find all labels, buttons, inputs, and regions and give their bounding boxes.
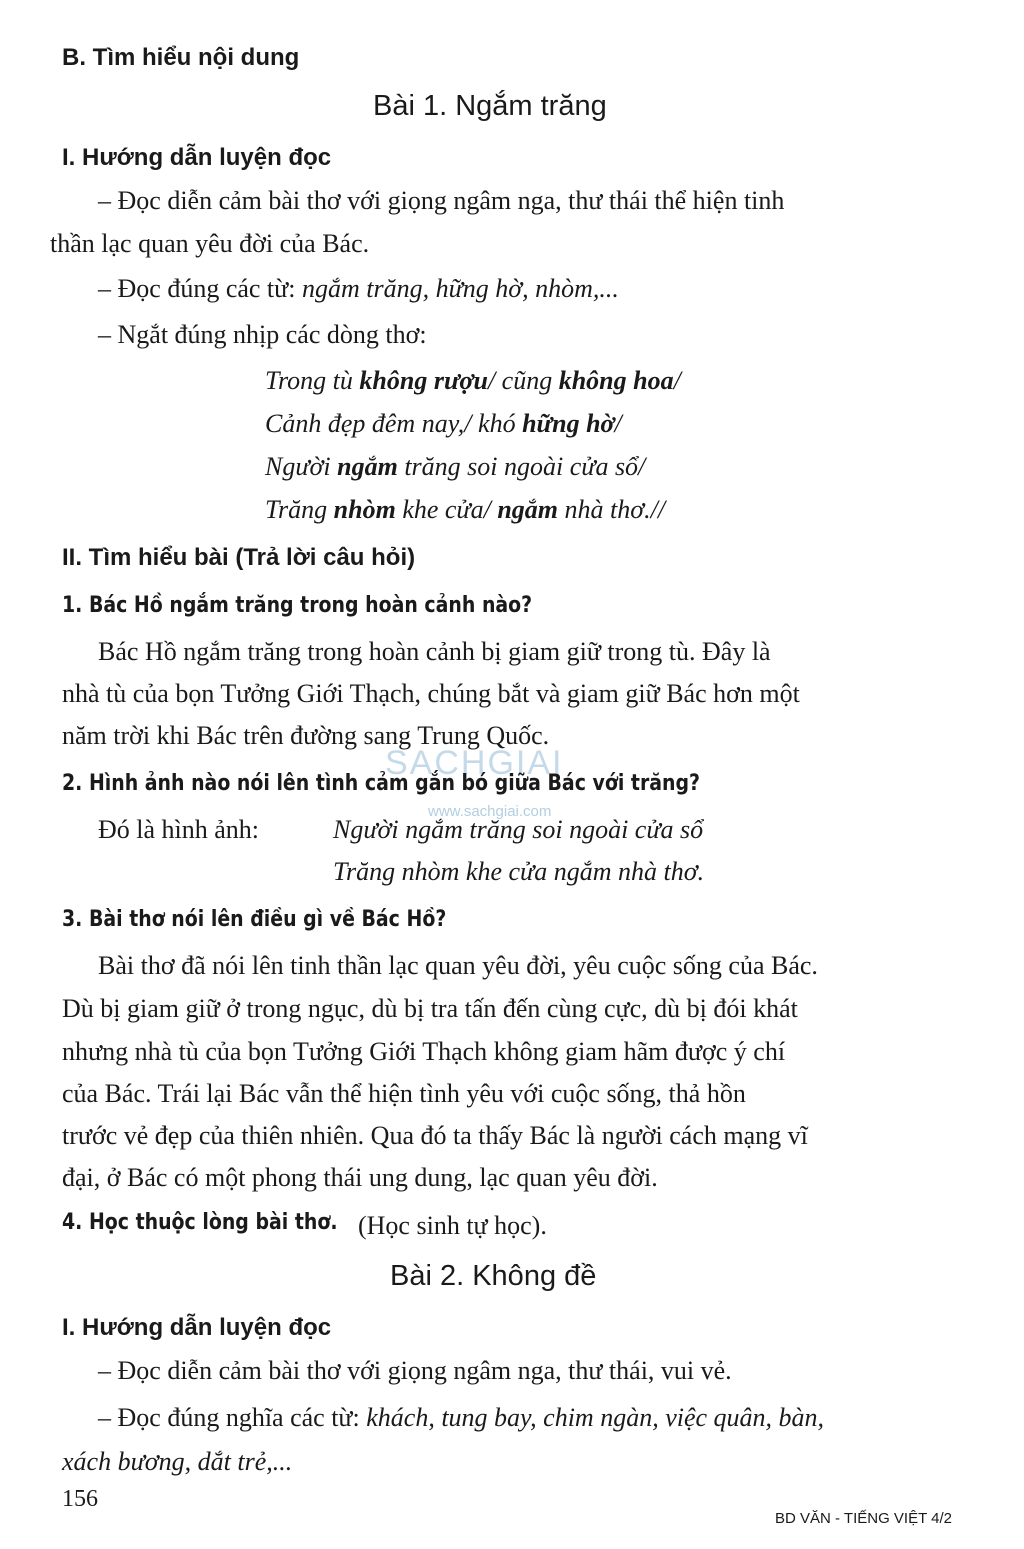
- poem-text: nhà thơ.//: [558, 495, 666, 524]
- answer-3-line: nhưng nhà tù của bọn Tưởng Giới Thạch không giam hãm được ý chí: [62, 1037, 786, 1066]
- poem-line-1: [265, 366, 681, 396]
- answer-1-line: Bác Hồ ngắm trăng trong hoàn cảnh bị giam giữ trong tù. Đây là: [98, 637, 771, 666]
- answer-1-line: năm trời khi Bác trên đường sang Trung Quốc.: [62, 721, 550, 750]
- poem-text: / cũng: [487, 366, 559, 395]
- question-2: 2. Hình ảnh nào nói lên tình cảm gắn bó giữa Bác với trăng?: [62, 771, 701, 796]
- poem-text: Trong tù: [265, 366, 360, 395]
- poem-text: /: [673, 366, 681, 395]
- poem-text: Cảnh đẹp đêm nay,/ khó: [265, 409, 523, 438]
- lesson2-part1-heading: I. Hướng dẫn luyện đọc: [62, 1314, 332, 1341]
- words-prefix: – Đọc đúng nghĩa các từ:: [98, 1403, 367, 1432]
- poem-line-4: [265, 495, 665, 525]
- lesson1-title: Bài 1. Ngắm trăng: [373, 90, 607, 122]
- question-4: [62, 1210, 382, 1235]
- lesson2-title: Bài 2. Không đề: [390, 1260, 597, 1292]
- book-code: BD VĂN - TIẾNG VIỆT 4/2: [775, 1510, 952, 1527]
- poem-emphasis: ngắm: [497, 495, 559, 524]
- poem-line-3: [265, 452, 645, 482]
- poem-emphasis: nhòm: [333, 495, 396, 524]
- lesson1-rhythm-line: – Ngắt đúng nhịp các dòng thơ:: [98, 320, 427, 349]
- lesson2-instruction-line: – Đọc diễn cảm bài thơ với giọng ngâm nga, thư thái, vui vẻ.: [98, 1356, 732, 1385]
- section-heading: B. Tìm hiểu nội dung: [62, 44, 300, 71]
- watermark-logo: SACHGIAI: [385, 744, 564, 782]
- poem-text: Trăng: [265, 495, 334, 524]
- watermark-url: www.sachgiai.com: [428, 803, 552, 820]
- answer-2-poem-line: Trăng nhòm khe cửa ngắm nhà thơ.: [333, 857, 705, 886]
- question-3: 3. Bài thơ nói lên điều gì về Bác Hồ?: [62, 907, 447, 932]
- lesson1-instruction-line: – Đọc diễn cảm bài thơ với giọng ngâm nga, thư thái thể hiện tinh: [98, 186, 785, 215]
- poem-text: /: [614, 409, 622, 438]
- poem-emphasis: hững hờ: [522, 409, 615, 438]
- lesson1-words-line: [98, 274, 619, 304]
- answer-3-line: trước vẻ đẹp của thiên nhiên. Qua đó ta thấy Bác là người cách mạng vĩ: [62, 1121, 808, 1150]
- answer-2-poem-line: Người ngắm trăng soi ngoài cửa sổ: [333, 815, 704, 844]
- question-4-label: 4. Học thuộc lòng bài thơ.: [62, 1210, 338, 1235]
- words-list: xách bương, dắt trẻ,...: [62, 1447, 293, 1476]
- poem-text: khe cửa/: [395, 495, 498, 524]
- question-1: 1. Bác Hồ ngắm trăng trong hoàn cảnh nào?: [62, 593, 533, 618]
- answer-3-line: Bài thơ đã nói lên tinh thần lạc quan yêu đời, yêu cuộc sống của Bác.: [98, 951, 818, 980]
- poem-text: Người: [265, 452, 338, 481]
- answer-3-line: của Bác. Trái lại Bác vẫn thể hiện tình yêu với cuộc sống, thả hồn: [62, 1079, 746, 1108]
- words-list: khách, tung bay, chim ngàn, việc quân, bàn,: [366, 1403, 825, 1432]
- answer-3-line: Dù bị giam giữ ở trong ngục, dù bị tra tấn đến cùng cực, dù bị đói khát: [62, 994, 798, 1023]
- lesson2-words-line: [98, 1403, 824, 1433]
- poem-line-2: [265, 409, 622, 439]
- lesson2-words-line-cont: [62, 1447, 292, 1477]
- question-4-note: (Học sinh tự học).: [358, 1211, 547, 1240]
- answer-3-line: đại, ở Bác có một phong thái ung dung, lạc quan yêu đời.: [62, 1163, 658, 1192]
- lesson1-part2-heading: II. Tìm hiểu bài (Trả lời câu hỏi): [62, 544, 416, 571]
- answer-2-prefix: Đó là hình ảnh:: [98, 815, 260, 844]
- answer-1-line: nhà tù của bọn Tưởng Giới Thạch, chúng bắt và giam giữ Bác hơn một: [62, 679, 800, 708]
- page-number: 156: [62, 1486, 98, 1512]
- poem-emphasis: không rượu: [359, 366, 488, 395]
- poem-text: trăng soi ngoài cửa sổ/: [397, 452, 646, 481]
- poem-emphasis: ngắm: [337, 452, 398, 481]
- lesson1-instruction-line-cont: thần lạc quan yêu đời của Bác.: [50, 229, 370, 258]
- words-list: ngắm trăng, hững hờ, nhòm,...: [301, 274, 619, 303]
- lesson1-part1-heading: I. Hướng dẫn luyện đọc: [62, 144, 332, 171]
- poem-emphasis: không hoa: [558, 366, 674, 395]
- words-prefix: – Đọc đúng các từ:: [98, 274, 302, 303]
